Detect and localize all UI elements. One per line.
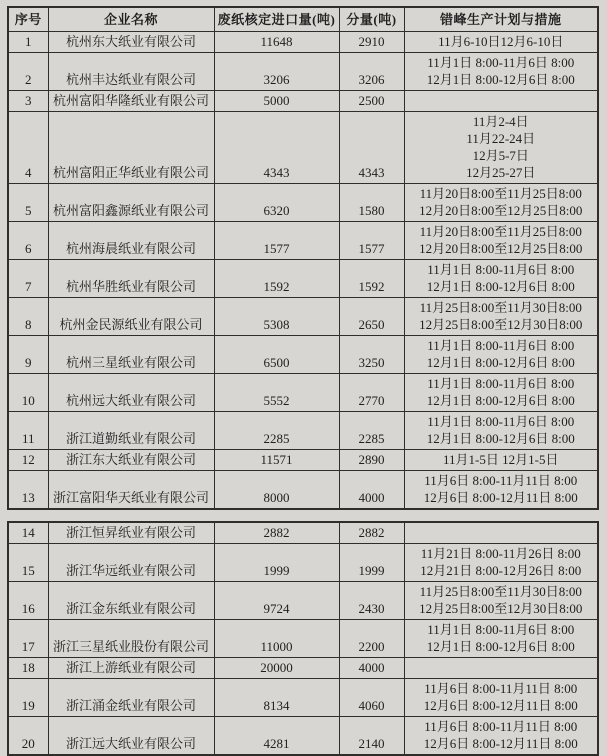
- table-row: [8, 658, 598, 679]
- plan-line: 11月6日 8:00-11月11日 8:00: [424, 681, 578, 696]
- plan-line: 12月1日 8:00-12月6日 8:00: [426, 279, 575, 294]
- table-row: [8, 184, 598, 222]
- header-serial: 序号: [8, 7, 48, 32]
- serial-cell: 18: [8, 658, 48, 679]
- table-row: [8, 544, 598, 582]
- share-cell: 4000: [339, 471, 404, 510]
- plan-cell: [404, 450, 598, 471]
- plan-line: 11月22-24日: [466, 131, 536, 146]
- serial-cell: 1: [8, 32, 48, 53]
- plan-line: 12月1日 8:00-12月6日 8:00: [426, 393, 575, 408]
- plan-line: 12月25日8:00至12月30日8:00: [419, 601, 583, 616]
- import-cell: 8000: [214, 471, 339, 510]
- share-cell: 2890: [339, 450, 404, 471]
- plan-line: 12月5-7日: [472, 148, 529, 163]
- import-cell: 20000: [214, 658, 339, 679]
- plan-cell: [404, 544, 598, 582]
- import-cell: 2882: [214, 522, 339, 544]
- companies-table-part1: [7, 6, 599, 510]
- import-cell: 6500: [214, 336, 339, 374]
- plan-line: 11月1日 8:00-11月6日 8:00: [427, 414, 575, 429]
- company-cell: 浙江华远纸业有限公司: [48, 544, 214, 582]
- company-cell: 杭州丰达纸业有限公司: [48, 53, 214, 91]
- plan-cell: [404, 412, 598, 450]
- serial-cell: 7: [8, 260, 48, 298]
- serial-cell: 14: [8, 522, 48, 544]
- plan-line: 11月1日 8:00-11月6日 8:00: [427, 376, 575, 391]
- table-row: [8, 222, 598, 260]
- company-cell: 浙江东大纸业有限公司: [48, 450, 214, 471]
- import-cell: 9724: [214, 582, 339, 620]
- plan-line: 11月6日 8:00-11月11日 8:00: [424, 473, 578, 488]
- serial-cell: 5: [8, 184, 48, 222]
- share-cell: 2285: [339, 412, 404, 450]
- table-row: [8, 91, 598, 112]
- table-row: [8, 522, 598, 544]
- table-row: [8, 298, 598, 336]
- share-cell: 2770: [339, 374, 404, 412]
- table-row: [8, 582, 598, 620]
- plan-cell: [404, 260, 598, 298]
- plan-cell: [404, 658, 598, 679]
- plan-cell: [404, 112, 598, 184]
- import-cell: 1999: [214, 544, 339, 582]
- share-cell: 4000: [339, 658, 404, 679]
- plan-line: 12月6日 8:00-12月11日 8:00: [423, 490, 578, 505]
- plan-line: 12月1日 8:00-12月6日 8:00: [426, 355, 575, 370]
- share-cell: 2200: [339, 620, 404, 658]
- share-cell: 2430: [339, 582, 404, 620]
- plan-cell: [404, 91, 598, 112]
- share-cell: 4060: [339, 679, 404, 717]
- table-row: [8, 450, 598, 471]
- share-cell: 1592: [339, 260, 404, 298]
- table-row: [8, 112, 598, 184]
- serial-cell: 3: [8, 91, 48, 112]
- table-row: [8, 374, 598, 412]
- share-cell: 2882: [339, 522, 404, 544]
- company-cell: 浙江富阳华天纸业有限公司: [48, 471, 214, 510]
- table-row: [8, 471, 598, 510]
- serial-cell: 13: [8, 471, 48, 510]
- plan-line: 12月20日8:00至12月25日8:00: [419, 203, 583, 218]
- serial-cell: 2: [8, 53, 48, 91]
- company-cell: 杭州东大纸业有限公司: [48, 32, 214, 53]
- plan-cell: [404, 374, 598, 412]
- plan-line: 11月6-10日12月6-10日: [438, 34, 564, 49]
- plan-cell: [404, 298, 598, 336]
- plan-line: 12月1日 8:00-12月6日 8:00: [426, 72, 575, 87]
- share-cell: 1580: [339, 184, 404, 222]
- table-row: [8, 620, 598, 658]
- plan-line: 11月2-4日: [472, 114, 529, 129]
- company-cell: 浙江涌金纸业有限公司: [48, 679, 214, 717]
- plan-line: 11月1日 8:00-11月6日 8:00: [427, 622, 575, 637]
- company-cell: 杭州富阳华隆纸业有限公司: [48, 91, 214, 112]
- header-company-name: 企业名称: [48, 7, 214, 32]
- plan-line: 11月1日 8:00-11月6日 8:00: [427, 262, 575, 277]
- plan-line: 11月20日8:00至11月25日8:00: [419, 224, 582, 239]
- import-cell: 11571: [214, 450, 339, 471]
- table-row: [8, 412, 598, 450]
- table-row: [8, 260, 598, 298]
- serial-cell: 16: [8, 582, 48, 620]
- serial-cell: 20: [8, 717, 48, 756]
- import-cell: 2285: [214, 412, 339, 450]
- companies-table-part2: [7, 521, 599, 756]
- import-cell: 11000: [214, 620, 339, 658]
- plan-line: 12月25-27日: [466, 165, 536, 180]
- import-cell: 3206: [214, 53, 339, 91]
- serial-cell: 19: [8, 679, 48, 717]
- plan-line: 12月6日 8:00-12月11日 8:00: [423, 736, 578, 751]
- plan-line: 11月1-5日 12月1-5日: [443, 452, 559, 467]
- share-cell: 2140: [339, 717, 404, 756]
- table-row: [8, 679, 598, 717]
- plan-cell: [404, 582, 598, 620]
- share-cell: 2650: [339, 298, 404, 336]
- share-cell: 2910: [339, 32, 404, 53]
- company-cell: 浙江道勤纸业有限公司: [48, 412, 214, 450]
- company-cell: 杭州远大纸业有限公司: [48, 374, 214, 412]
- share-cell: 1577: [339, 222, 404, 260]
- serial-cell: 11: [8, 412, 48, 450]
- share-cell: 2500: [339, 91, 404, 112]
- company-cell: 浙江三星纸业股份有限公司: [48, 620, 214, 658]
- header-plan: 错峰生产计划与措施: [404, 7, 598, 32]
- share-cell: 1999: [339, 544, 404, 582]
- plan-cell: [404, 53, 598, 91]
- plan-line: 11月25日8:00至11月30日8:00: [419, 300, 582, 315]
- plan-line: 12月1日 8:00-12月6日 8:00: [426, 431, 575, 446]
- plan-line: 12月20日8:00至12月25日8:00: [419, 241, 583, 256]
- serial-cell: 9: [8, 336, 48, 374]
- company-cell: 浙江金东纸业有限公司: [48, 582, 214, 620]
- company-cell: 浙江上游纸业有限公司: [48, 658, 214, 679]
- plan-line: 12月6日 8:00-12月11日 8:00: [423, 698, 578, 713]
- serial-cell: 6: [8, 222, 48, 260]
- import-cell: 5000: [214, 91, 339, 112]
- company-cell: 杭州华胜纸业有限公司: [48, 260, 214, 298]
- header-import-volume: 废纸核定进口量(吨): [214, 7, 339, 32]
- plan-cell: [404, 222, 598, 260]
- plan-line: 11月1日 8:00-11月6日 8:00: [427, 338, 575, 353]
- company-cell: 杭州金民源纸业有限公司: [48, 298, 214, 336]
- header-share-volume: 分量(吨): [339, 7, 404, 32]
- company-cell: 杭州海晨纸业有限公司: [48, 222, 214, 260]
- plan-line: 11月25日8:00至11月30日8:00: [419, 584, 582, 599]
- serial-cell: 10: [8, 374, 48, 412]
- serial-cell: 8: [8, 298, 48, 336]
- plan-cell: [404, 620, 598, 658]
- plan-line: 12月1日 8:00-12月6日 8:00: [426, 639, 575, 654]
- plan-line: 11月20日8:00至11月25日8:00: [419, 186, 582, 201]
- table-row: [8, 53, 598, 91]
- company-cell: 浙江恒昇纸业有限公司: [48, 522, 214, 544]
- serial-cell: 17: [8, 620, 48, 658]
- import-cell: 5308: [214, 298, 339, 336]
- header-row: [8, 7, 598, 32]
- plan-cell: [404, 184, 598, 222]
- import-cell: 11648: [214, 32, 339, 53]
- plan-cell: [404, 522, 598, 544]
- company-cell: 杭州三星纸业有限公司: [48, 336, 214, 374]
- import-cell: 6320: [214, 184, 339, 222]
- share-cell: 3206: [339, 53, 404, 91]
- plan-line: 12月21日 8:00-12月26日 8:00: [420, 563, 582, 578]
- plan-line: 11月6日 8:00-11月11日 8:00: [424, 719, 578, 734]
- import-cell: 4281: [214, 717, 339, 756]
- serial-cell: 15: [8, 544, 48, 582]
- import-cell: 4343: [214, 112, 339, 184]
- table-row: [8, 336, 598, 374]
- company-cell: 杭州富阳鑫源纸业有限公司: [48, 184, 214, 222]
- table-row: [8, 32, 598, 53]
- company-cell: 浙江远大纸业有限公司: [48, 717, 214, 756]
- company-cell: 杭州富阳正华纸业有限公司: [48, 112, 214, 184]
- import-cell: 1577: [214, 222, 339, 260]
- share-cell: 3250: [339, 336, 404, 374]
- plan-cell: [404, 471, 598, 510]
- serial-cell: 4: [8, 112, 48, 184]
- plan-line: 11月1日 8:00-11月6日 8:00: [427, 55, 575, 70]
- import-cell: 1592: [214, 260, 339, 298]
- serial-cell: 12: [8, 450, 48, 471]
- import-cell: 5552: [214, 374, 339, 412]
- plan-cell: [404, 32, 598, 53]
- plan-cell: [404, 679, 598, 717]
- plan-cell: [404, 336, 598, 374]
- plan-line: 12月25日8:00至12月30日8:00: [419, 317, 583, 332]
- share-cell: 4343: [339, 112, 404, 184]
- plan-line: 11月21日 8:00-11月26日 8:00: [420, 546, 581, 561]
- import-cell: 8134: [214, 679, 339, 717]
